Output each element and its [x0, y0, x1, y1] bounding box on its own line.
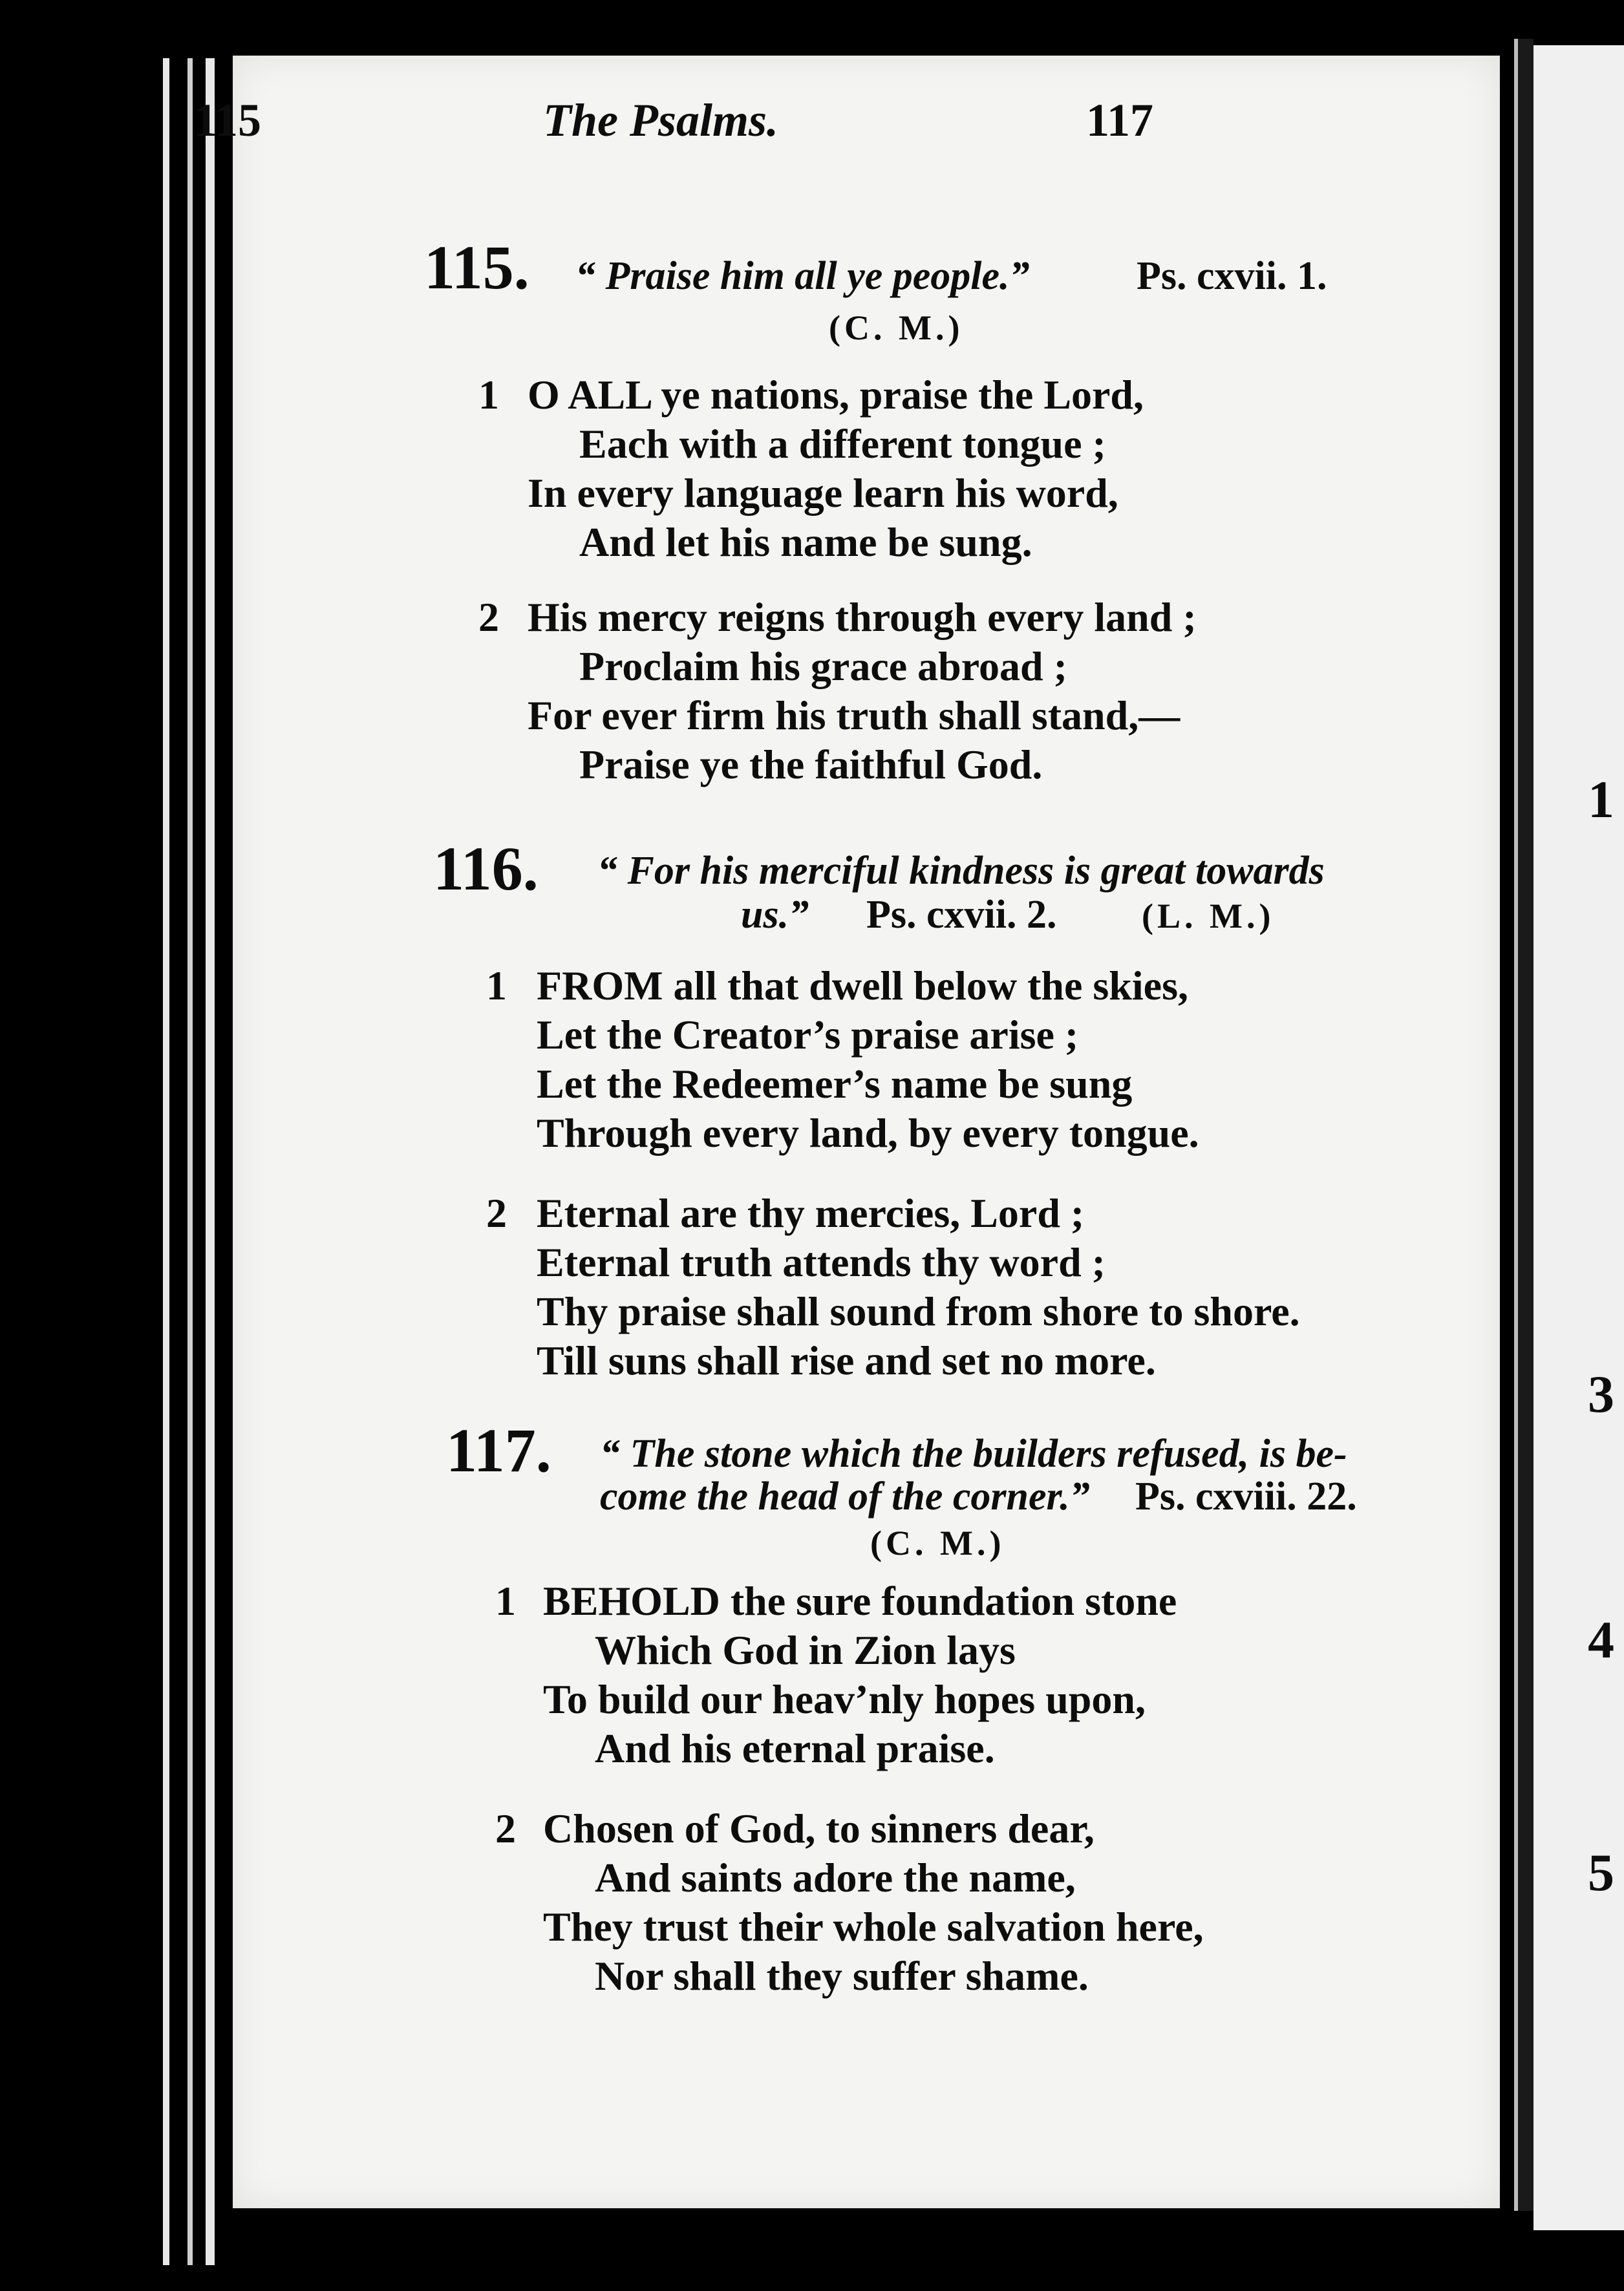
verse-line: Nor shall they suffer shame.: [595, 1953, 1089, 1999]
verse-line: Through every land, by every tongue.: [537, 1110, 1199, 1156]
stanza-number: 2: [495, 1806, 516, 1851]
verse-line: Let the Redeemer’s name be sung: [537, 1061, 1133, 1107]
psalm-reference: Ps. cxvii. 2.: [866, 893, 1057, 937]
page-edge: [1514, 39, 1533, 2211]
page-number-left: 115: [194, 94, 262, 146]
stanza-number: 1: [478, 372, 499, 418]
psalm-caption: [597, 848, 1325, 894]
spine-strip: [163, 58, 169, 2265]
verse-line: In every language learn his word,: [528, 470, 1118, 516]
stanza-number: 1: [495, 1578, 516, 1624]
verse-line: Eternal truth attends thy word ;: [537, 1239, 1106, 1285]
stanza-number: 2: [478, 594, 499, 640]
facing-page-fragment: 3: [1588, 1365, 1614, 1423]
verse-line: Till suns shall rise and set no more.: [537, 1337, 1156, 1383]
verse-line: Which God in Zion lays: [595, 1627, 1016, 1673]
psalm-caption-text: “ For his merciful kindness is great towards: [597, 849, 1325, 893]
facing-page-fragment: 4: [1588, 1610, 1614, 1669]
psalm-reference: Ps. cxviii. 22.: [1135, 1475, 1357, 1518]
facing-page-edge: [1533, 45, 1624, 2230]
page-number-right: 117: [1086, 94, 1154, 146]
verse-line: Each with a different tongue ;: [579, 421, 1106, 467]
psalm-number: 117.: [446, 1416, 551, 1485]
spine-strip: [187, 58, 193, 2265]
verse-line: They trust their whole salvation here,: [543, 1904, 1204, 1950]
psalm-caption-text: “ The stone which the builders refused, is be-: [600, 1432, 1347, 1476]
psalm-number: 115.: [424, 233, 529, 302]
page-title: The Psalms.: [543, 94, 779, 146]
spine-strip: [206, 58, 215, 2265]
verse-line: His mercy reigns through every land ;: [528, 594, 1197, 640]
psalm-number: 116.: [433, 834, 539, 903]
psalm-caption-text: us.”: [741, 893, 809, 937]
verse-line: To build our heav’nly hopes upon,: [543, 1676, 1146, 1722]
psalm-caption: [600, 1474, 1090, 1520]
psalm-reference: Ps. cxvii. 1.: [1137, 254, 1327, 298]
stanza-number: 2: [486, 1190, 507, 1236]
verse-line: FROM all that dwell below the skies,: [537, 963, 1188, 1008]
psalm-caption: [741, 892, 809, 938]
psalm-caption: [575, 253, 1030, 299]
psalm-caption-text: come the head of the corner.”: [600, 1475, 1090, 1518]
psalm-caption: [600, 1431, 1347, 1477]
verse-line: And let his name be sung.: [579, 519, 1032, 565]
verse-line: Let the Creator’s praise arise ;: [537, 1012, 1079, 1058]
psalm-meter: (C. M.): [829, 308, 964, 347]
verse-line: For ever firm his truth shall stand,—: [528, 692, 1181, 738]
verse-line: O ALL ye nations, praise the Lord,: [528, 372, 1144, 418]
psalm-meter: (C. M.): [870, 1524, 1005, 1562]
verse-line: BEHOLD the sure foundation stone: [543, 1578, 1177, 1624]
psalm-caption-text: “ Praise him all ye people.”: [575, 254, 1030, 298]
verse-line: Thy praise shall sound from shore to shore.: [537, 1288, 1300, 1334]
verse-line: And saints adore the name,: [595, 1855, 1076, 1901]
verse-line: Chosen of God, to sinners dear,: [543, 1806, 1095, 1851]
stanza-number: 1: [486, 963, 507, 1008]
psalm-meter: (L. M.): [1142, 897, 1275, 935]
facing-page-fragment: 5: [1588, 1843, 1614, 1902]
verse-line: And his eternal praise.: [595, 1725, 995, 1771]
verse-line: Praise ye the faithful God.: [579, 741, 1043, 787]
facing-page-fragment: 1: [1588, 770, 1614, 829]
verse-line: Proclaim his grace abroad ;: [579, 643, 1067, 689]
verse-line: Eternal are thy mercies, Lord ;: [537, 1190, 1085, 1236]
